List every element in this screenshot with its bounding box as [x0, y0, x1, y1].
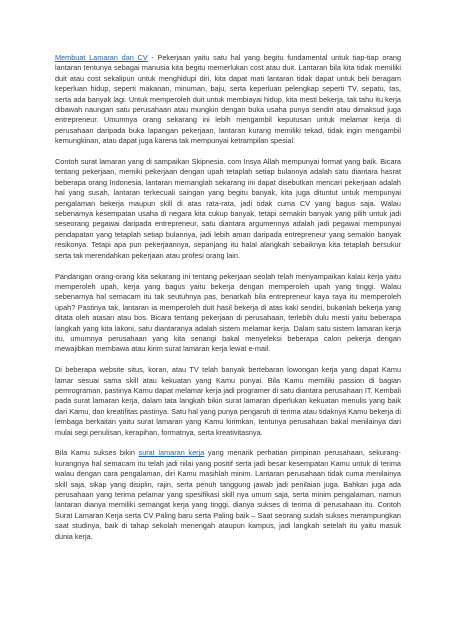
- paragraph-5-text: yang menarik perhatian pimpinan perusahaan, sekurang-kurangnya hal semacam itu telah jadi nilai yang positif serta jadi besar kesempatan Kamu untuk di terima walau dengan cara pengalaman, diri Kamu masihlah minim. Lantaran perusahaan tidak cuma menilainya skill saja, sikap yang disiplin, rajin, serta penuh tanggung jawab jadi penilaian juga. Bahkan juga ada perusahaan yang terima pelamar yang spesifikasi skill nya umum saja, serta minim pengalaman, namun lantaran dianya memiliki semangat kerja yang tinggi, dianya sukses di terima di perusahaan itu. Contoh Surat Lamaran Kerja serta CV Paling baru serta Paling baik – Saat seorang sudah sukses merampungkan saat studinya, baik di tahap sekolah menengah ataupun kampus, jadi langkah setelah itu yaitu masuk dunia kerja.: [55, 448, 401, 541]
- paragraph-2: [55, 157, 401, 261]
- paragraph-1: [55, 53, 401, 147]
- membuat-lamaran-link[interactable]: Membuat Lamaran dan CV: [55, 53, 148, 62]
- paragraph-4-text: Di beberapa website situs, koran, atau TV telah banyak bertebaran lowongan kerja yang dapat Kamu lamar sesuai sama skill atau kekuatan yang Kamu punyai. Bila Kamu memiliki passion di bagian pemrograman, pastinya Kamu dapat melamar kerja jadi programer di satu diantara perusahaan IT. Kembali pada surat lamaran kerja, dalam tata langkah bikin surat lamaran diperlukan kekuatan menulis yang baik dari Kamu, dan kreatifitas pastinya. Satu hal yang punya pengaruh di terima atau tidaknya Kamu bekerja di lembaga berkaitan yaitu surat lamaran yang Kamu kirimkan, tentunya perusahaan bakal menilainya dari mulai segi penulisan, kerapihan, formatnya, serta kreativitasnya.: [55, 365, 401, 437]
- paragraph-5: [55, 448, 401, 542]
- paragraph-3-text: Pandangan orang-orang kita sekarang ini tentang pekerjaan seolah telah menyampaikan kalau kerja yaitu memperoleh upah, kerja yang bagus yaitu bekerja dengan memperoleh upah yang tinggi. Walau sebenarnya hal semacam itu tak seutuhnya pas, benarkah bila entrepreneur kaya raya itu memperoleh upah? Pastinya tak, lantaran ia memperoleh duit hasil bekerja di atas kaki sendiri, bukanlah bekerja yang ditata oleh atasan atau bos. Bicara tentang pekerjaan di perusahaan, terlebih dulu mesti yaitu beberapa langkah yang kita lakoni, satu diantaranya adalah sistem melamar kerja. Dalam satu sistem lamaran kerja itu, umumnya perusahaan yang kita senangi bakal menyeleksi beberapa calon pekerja dengan mewajibkan membawa atau kirim surat lamaran kerja lewat e-mail.: [55, 271, 401, 354]
- paragraph-4: [55, 365, 401, 438]
- paragraph-3: [55, 272, 401, 355]
- surat-lamaran-kerja-link[interactable]: surat lamaran kerja: [138, 448, 205, 458]
- paragraph-2-text: Contoh surat lamaran yang di sampaikan Skipnesia. com Insya Allah mempunyai format yang baik. Bicara tentang pekerjaan, memiki pekerjaan dengan upah tetaplah setiap bulannya adalah satu diantara hasrat beberapa orang Indonesia, lantaran memanglah sekarang ini dapat disebutkan mencari pekerjaan adalah hal yang susah, lantaran terkecuali saingan yang begitu banyak, kita juga dituntut untuk mempunyai pengalaman bekerja maupun skill di atas rata-rata, jadi tidak cuma CV yang bagus saja. Walau sebenarnya kesempatan usaha di negara kita cukup banyak, tetapi semakin banyak yang pilih untuk jadi seseorang pegawai daripada entrepreneur, satu diantara argumennya adalah jadi pegawai mempunyai pendapatan yang tetaplah setiap bulannya, jadi lebih aman daripada entrepreneur yang semakin banyak resikonya. Tetapi apa pun pekerjaannya, sepanjang itu halal alangkah sebaiknya kita tetaplah bersukur serta tak merendahkan pekerjaan atau profesi orang lain.: [55, 157, 401, 260]
- document-body: [55, 53, 401, 552]
- paragraph-5-lead: Bila Kamu sukses bikin: [55, 448, 139, 458]
- paragraph-1-text: - Pekerjaan yaitu satu hal yang begitu fundamental untuk tiap-tiap orang lantaran tentunya sebagai manusia kita begitu memerlukan cost atau duit. Lantaran bila kita tidak memiliki duit atau cost sekalipun untuk menghidupi diri, kita dapat mati lantaran tidak dapat untuk beli beragam keperluan hidup, seperti makanan, minuman, baju, serta keperluan pelengkap seperti TV, sepatu, tas, serta ada banyak lagi. Untuk memperoleh duit untuk membiayai hidup, kita mesti bekerja, tak tahu itu kerja dibawah naungan satu perusahaan atau mungkin dengan buka usaha punya sendiri atau dimaksud juga entrepreneur. Umumnya orang sekarang ini lebih mengambil keputusan untuk melamar kerja di perusahaan daripada buka lapangan pekerjaan, lantaran kurang memiliki tekad, tidak ingin mengambil kemungkinan, atau dapat juga karena tak mempunyai ketrampilan spesial.: [55, 53, 402, 146]
